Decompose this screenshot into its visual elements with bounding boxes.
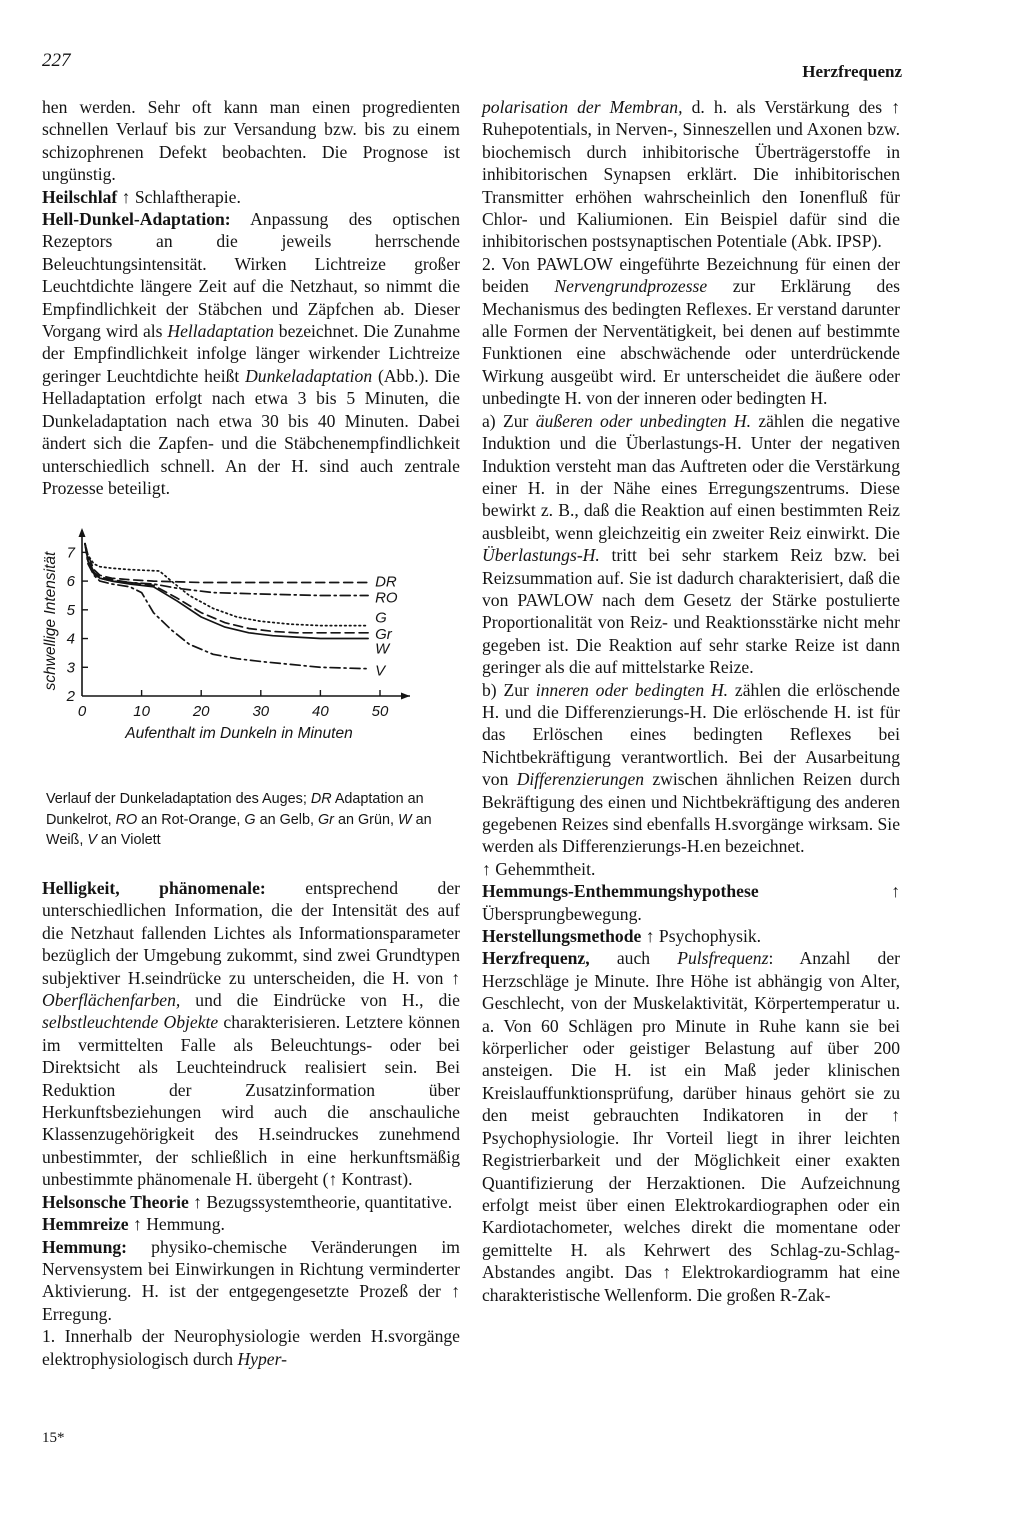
entry-hell-dunkel-adaptation [42, 208, 460, 499]
entry-term: Herzfrequenz, [482, 948, 590, 969]
caption-abbrev: DR [310, 791, 332, 807]
entry-text: ↑ Bezugssystemtheorie, quantitative. [188, 1191, 453, 1212]
series-label-gr: Gr [375, 625, 392, 643]
series-line-v [85, 544, 368, 669]
series-line-g [85, 544, 368, 626]
entry-italic: Nervengrundprozesse [554, 276, 708, 297]
x-tick-label: 10 [133, 703, 150, 720]
dark-adaptation-chart [42, 528, 460, 778]
entry-italic: selbstleuchtende Objekte [42, 1012, 219, 1033]
paragraph-continuation: hen werden. Sehr oft kann man einen progredienten schnellen Verlauf bis zur Versandung bzw. bis zu einem schizophrenen Defekt beobachten. Die Prognose ist ungünstig. [42, 97, 460, 185]
entry-italic: Oberflächenfarben, [42, 990, 181, 1011]
hemmung-point-1 [42, 1325, 460, 1370]
series-line-dr [85, 544, 368, 583]
hemmung-point-b [482, 679, 900, 858]
x-tick-label: 40 [312, 703, 329, 720]
entry-helligkeit [42, 877, 460, 1191]
figure-caption [46, 789, 466, 851]
y-tick-label: 3 [66, 659, 75, 677]
entry-italic: polarisation der Membran, [482, 97, 683, 117]
entry-italic: Dunkeladaptation [245, 365, 373, 386]
y-tick-label: 4 [66, 630, 75, 648]
x-tick-label: 30 [252, 703, 270, 720]
entry-italic: Helladaptation [167, 321, 274, 342]
caption-abbrev: G [244, 811, 256, 828]
entry-text: zwischen ähnlichen Reizen durch Bekräftigung des einen und Nichtbekräftigung des anderen gegebenen Reizes sind ebenfalls H.svorgänge wirksam. Sie werden als Differenzierungs-H.en bezeichnet. [482, 769, 900, 857]
x-axis-arrow [401, 693, 410, 700]
entry-text: zur Erklärung des Mechanismus des bedingten Reflexes. Er verstand darunter alle Formen der Nerventätigkeit, bei denen auf bestimmte Funktionen eine abschwächende oder unterdrückende Wirkung ausgeübt wird. Er unterscheidet die äußere oder unbedingte H. von der inneren oder bedingten H. [482, 276, 900, 409]
hemmung-point-2 [482, 253, 900, 410]
entry-text: d. h. als Verstärkung des ↑ Ruhepotentials, in Nerven-, Sinneszellen und Axonen bzw. biochemisch durch inhibitorische Überträgerstoffe in inhibitorischen Synapsen erklärt. Die inhibitorischen Transmitter erhöhen wahrscheinlich den Ionenfluß für Chlor- und Kaliumionen. Ein Beispiel dafür sind die inhibitorischen postsynaptischen Potentiale (Abk. IPSP). [482, 97, 900, 252]
series-label-ro: RO [375, 589, 398, 607]
entry-text: : Anzahl der Herzschläge je Minute. Ihre Höhe ist abhängig von Alter, Geschlecht, von der Muskelaktivität, Körpertemperatur u. a. Von 60 Schlägen pro Minute in Ruhe kann sie bei körperlicher oder geistiger Belastung auf über 200 ansteigen. Die H. ist ein Maß jeder klinischen Kreislauffunktionsprüfung, darüber hinaus gehört sie zu den meist gebrauchten Indikatoren in der ↑ Psychophysiologie. Ihr Vorteil liegt in ihrer leichten Registrierbarkeit und der Möglichkeit einer exakten Quantifizierung der Herzaktionen. Die Aufzeichnung erfolgt meist über einen Elektrokardiographen oder ein Kardiotachometer, welches direkt die momentane oder gemittelte H. als Kehrwert des Schlag-zu-Schlag-Abstandes angibt. Das ↑ Elektrokardiogramm hat eine charakteristische Wellenform. Die großen R-Zak- [482, 948, 900, 1305]
dark-adaptation-figure [42, 528, 460, 778]
entry-text: und die Eindrücke von H., die [180, 990, 460, 1011]
entry-term: Hell-Dunkel-Adaptation: [42, 209, 231, 230]
entry-text: bezeichnet. Die Zunahme der Empfindlichkeit infolge länger wirkender Lichtreize geringer Leuchtdichte heißt [42, 321, 461, 386]
running-head: Herzfrequenz [802, 62, 902, 81]
entry-hemmung [42, 1236, 460, 1326]
entry-text: a) Zur [482, 410, 536, 431]
series-label-dr: DR [375, 573, 397, 591]
entry-herzfrequenz [482, 947, 900, 1306]
entry-term: Helligkeit, phänomenale: [42, 878, 266, 898]
entry-italic: Hyper- [237, 1348, 287, 1369]
entry-text: 2. Von PAWLOW eingeführte Bezeichnung für einen der beiden [482, 253, 900, 297]
hemmung-point-a [482, 410, 900, 679]
series-label-v: V [375, 662, 386, 680]
entry-term: Hemmreize [42, 1214, 129, 1235]
series-line-ro [85, 544, 368, 596]
caption-text: Adaptation an Dunkelrot, [46, 791, 424, 828]
entry-text: entsprechend der unterschiedlichen Information, die der Intensität des auf die Netzhaut fallenden Lichtes als Informationsparameter bezüglich der Umgebung zukommt, sind zwei Grundtypen subjektiver H.seindrücke zu unterscheiden, die H. von ↑ [42, 878, 460, 988]
y-tick-label: 6 [66, 573, 75, 591]
x-axis-label: Aufenthalt im Dunkeln in Minuten [125, 725, 353, 742]
signature-mark: 15* [42, 1430, 65, 1446]
x-tick-label: 20 [192, 703, 210, 720]
caption-text: an Grün, [333, 811, 398, 828]
entry-text: ↑ Übersprungbewegung. [482, 881, 900, 924]
y-tick-label: 2 [66, 688, 75, 705]
series-label-w: W [375, 640, 390, 658]
entry-text: ↑ Psychophysik. [641, 926, 762, 947]
caption-text: Verlauf der Dunkeladaptation des Auges; [46, 791, 311, 807]
series-line-gr [85, 544, 368, 633]
caption-text: an Violett [96, 832, 161, 848]
entry-term: Heilschlaf [42, 186, 118, 207]
caption-text: an Weiß, [46, 811, 432, 848]
entry-term: Hemmung: [42, 1236, 128, 1257]
left-column-top [42, 96, 460, 499]
y-axis-arrow [79, 528, 86, 537]
y-tick-label: 7 [66, 544, 75, 562]
caption-abbrev: RO [115, 811, 138, 828]
entry-hemmreize [42, 1213, 460, 1235]
entry-italic: Pulsfrequenz [677, 948, 769, 969]
entry-hemmungs-enthemmungshypothese [482, 880, 900, 925]
entry-text: ↑ Hemmung. [128, 1214, 225, 1235]
caption-abbrev: W [397, 811, 412, 828]
cross-reference: ↑ Gehemmtheit. [482, 858, 596, 879]
entry-term: Helsonsche Theorie [42, 1191, 189, 1212]
right-column [482, 96, 900, 1306]
entry-text: b) Zur [482, 679, 536, 700]
y-axis-label: schwellige Intensität [42, 551, 59, 691]
entry-italic: inneren oder bedingten H. [535, 679, 729, 700]
hemmung-point-1-continued [482, 96, 900, 253]
entry-text: Anpassung des optischen Rezeptors an die jeweils herrschende Beleuchtungsintensität. Wirken Lichtreize großer Leuchtdichte längere Zeit auf die Netzhaut, so nimmt die Empfindlichkeit der Stäbchen und Zäpfchen ab. Dieser Vorgang wird als [42, 209, 460, 342]
page-number: 227 [42, 50, 71, 71]
caption-abbrev: Gr [317, 811, 334, 828]
entry-italic: äußeren oder unbedingten H. [535, 410, 752, 431]
y-tick-label: 5 [66, 601, 75, 619]
entry-text: 1. Innerhalb der Neurophysiologie werden H.svorgänge elektrophysiologisch durch [42, 1326, 460, 1369]
entry-text: physiko-chemische Veränderungen im Nervensystem bei Einwirkungen in Richtung verminderter Aktivierung. H. ist der entgegengesetzte Prozeß der ↑ Erregung. [42, 1236, 460, 1324]
entry-italic: Differenzierungen [516, 769, 645, 790]
entry-text: zählen die negative Induktion und die Überlastungs-H. Unter der negativen Induktion versteht man das Auftreten oder die Verstärkung einer H. in der Nähe eines Erregungszentrums. Diese bewirkt z. B., daß die Reaktion auf einen bestimmten Reiz ausbleibt, wenn gleichzeitig ein zweiter Reiz einwirkt. Die [482, 410, 900, 543]
left-column-bottom [42, 877, 460, 1370]
entry-helsonsche-theorie [42, 1191, 460, 1213]
caption-abbrev: V [87, 832, 97, 848]
entry-text: (Abb.). Die Helladaptation erfolgt nach etwa 3 bis 5 Minuten, die Dunkeladaptation nach etwa 30 bis 40 Minuten. Dabei ändert sich die Zapfen- und die Stäbchenempfindlichkeit unterschiedlich schnell. An der H. sind auch zentrale Prozesse beteiligt. [42, 365, 461, 498]
entry-term: Herstellungsmethode [482, 926, 642, 947]
series-line-w [85, 544, 368, 639]
entry-term: Hemmungs-Enthemmungshypothese [482, 881, 759, 902]
entry-text: auch [589, 948, 678, 969]
entry-text: zählen die erlöschende H. und die Differenzierungs-H. Die erlöschende H. ist für das Erlöschen eines bedingten Reflexes bei Nichtbekräftigung verantwortlich. Bei der Ausarbeitung von [482, 679, 900, 790]
entry-heilschlaf [42, 186, 460, 208]
caption-text: an Rot-Orange, [137, 811, 245, 828]
entry-text: ↑ Schlaftherapie. [117, 186, 241, 207]
entry-text: charakterisieren. Letztere können im vermittelten Falle als Beleuchtungs- oder bei Direktsicht als Leuchteindruck realisiert sein. Bei Reduktion der Zusatzinformation über Herkunftsbeziehungen wird auch die anschauliche Klassenzugehörigkeit des H.seindruckes zunehmend unbestimmter, der schließlich in eine herkunftsmäßig unbestimmte phänomenale H. übergeht (↑ Kontrast). [42, 1012, 460, 1190]
entry-text: tritt bei sehr starkem Reiz bzw. bei Reizsummation auf. Sie ist dadurch charakterisiert, daß die von PAWLOW nach dem Gesetz der Stärke postulierte Proportionalität von Reiz- und Reaktionsstärke nicht mehr gegeben ist. Die Reaktion auf sehr starke Reize ist dann geringer als die auf mittelstarke Reize. [482, 545, 900, 678]
series-label-g: G [375, 609, 387, 627]
entry-italic: Überlastungs-H. [482, 545, 600, 566]
entry-herstellungsmethode [482, 925, 900, 947]
caption-text: an Gelb, [255, 811, 318, 828]
x-tick-label: 0 [77, 703, 87, 720]
x-tick-label: 50 [371, 703, 389, 720]
